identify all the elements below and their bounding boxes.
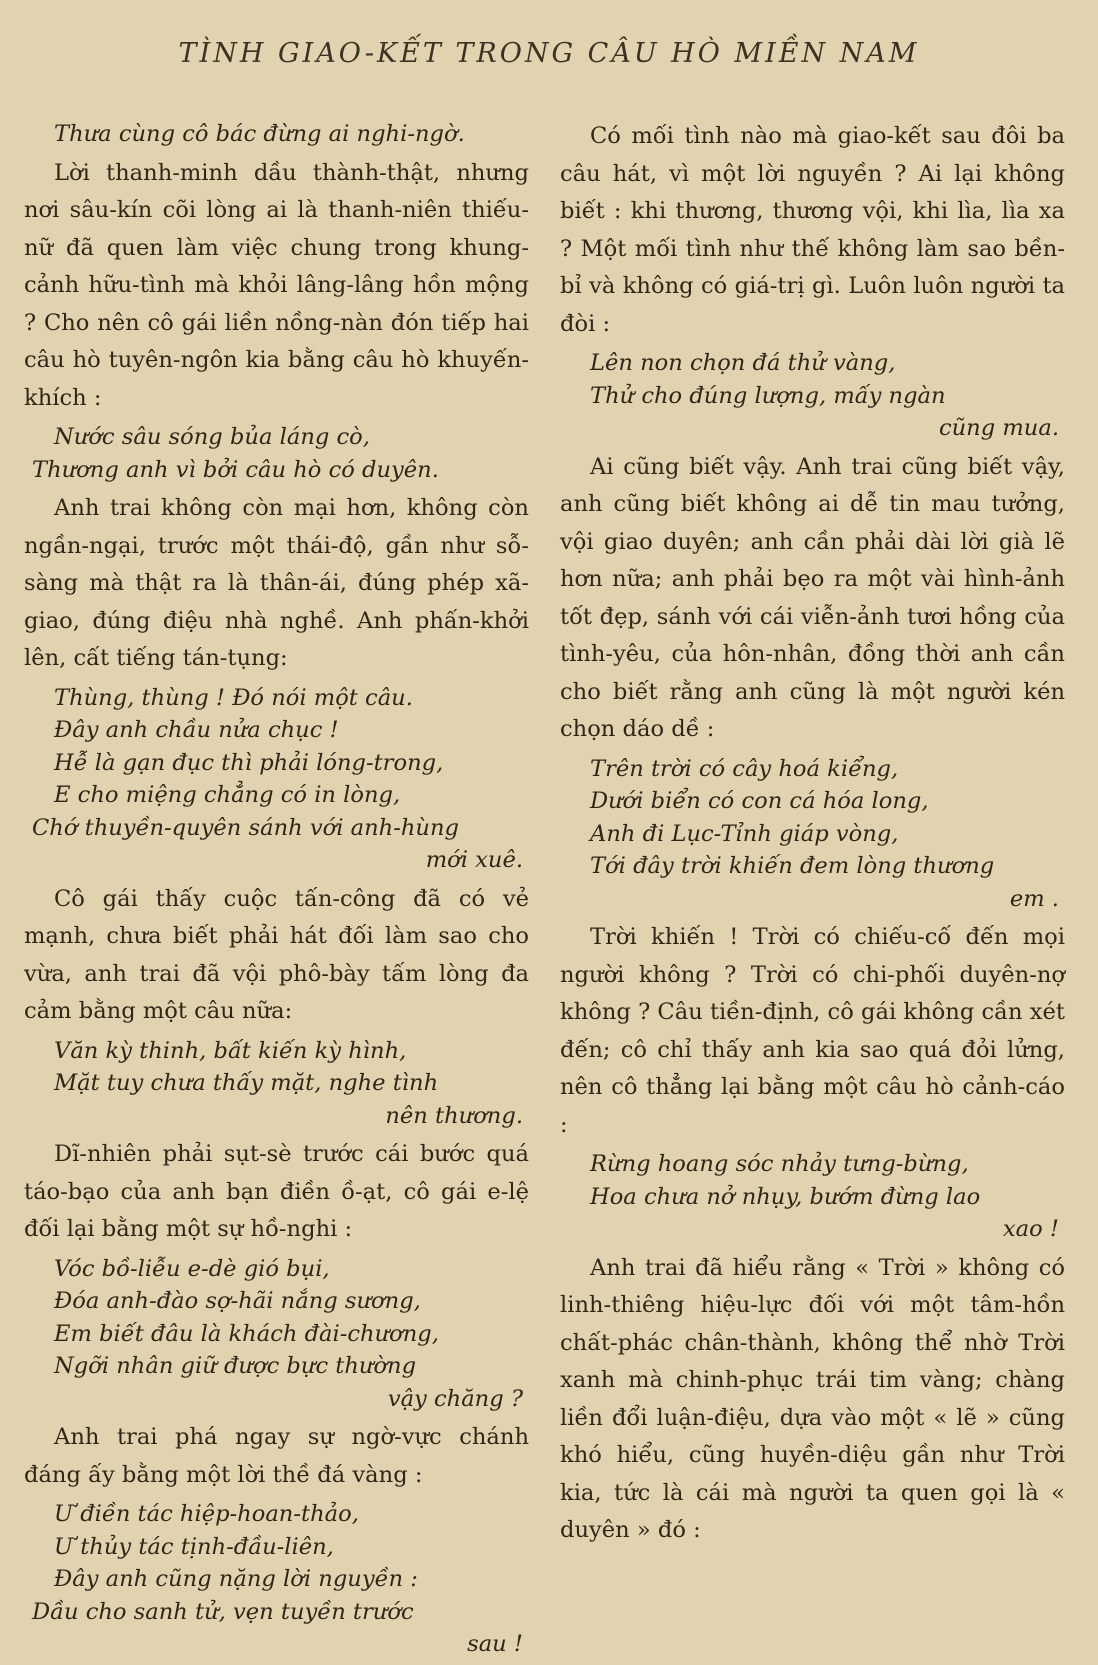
- verse-line: Đây anh cũng nặng lời nguyền :: [54, 1566, 418, 1592]
- paragraph: Cô gái thấy cuộc tấn-công đã có vẻ mạnh, chưa biết phải hát đối làm sao cho vừa, anh trai đã vội phô-bày tấm lòng đa cảm bằng một câu nữa:: [24, 885, 529, 1024]
- verse-line: Ư thủy tác tịnh-đầu-liên,: [54, 1533, 334, 1560]
- verse-line: E cho miệng chẳng có in lòng,: [54, 782, 401, 808]
- verse-line: Đóa anh-đào sợ-hãi nắng sương,: [54, 1288, 421, 1314]
- verse-line: Thử cho đúng lượng, mấy ngàn: [590, 382, 946, 409]
- verse-line: Đây anh chầu nửa chục !: [54, 717, 339, 743]
- paragraph: Ai cũng biết vậy. Anh trai cũng biết vậy, anh cũng biết không ai dễ tin mau tưởng, vội giao duyên; anh cần phải dài lời già lẽ hơn nữa; anh phải bẹo ra một vài hình-ảnh tốt đẹp, sánh với cái viễn-ảnh tươi hồng của tình-yêu, của hôn-nhân, đồng thời anh cần cho biết rằng anh cũng là một người kén chọn dáo dề :: [560, 453, 1065, 742]
- verse-block: [24, 421, 529, 486]
- verse-line: Rừng hoang sóc nhảy tưng-bừng,: [590, 1151, 969, 1177]
- verse-block: [24, 1498, 529, 1661]
- right-column: [560, 118, 1065, 1550]
- verse-line: Hễ là gạn đục thì phải lóng-trong,: [54, 749, 444, 776]
- verse-line: Thưa cùng cô bác đừng ai nghi-ngờ.: [54, 121, 465, 147]
- paragraph: Dĩ-nhiên phải sụt-sè trước cái bước quá táo-bạo của anh bạn điền ồ-ạt, cô gái e-lệ đối lại bằng một sự hồ-nghi :: [24, 1141, 529, 1242]
- paragraph: Có mối tình nào mà giao-kết sau đôi ba câu hát, vì một lời nguyền ? Ai lại không biết : khi thương, thương vội, khi lìa, lìa xa ? Một mối tình như thế không làm sao bền-bỉ và không có giá-trị gì. Luôn luôn người ta đòi :: [560, 123, 1065, 337]
- paragraph: Trời khiến ! Trời có chiếu-cố đến mọi người không ? Trời có chi-phối duyên-nợ không ? Câu tiền-định, cô gái không cần xét đến; cô chỉ thấy anh kia sao quá đỏi lửng, nên cô thẳng lại bằng một câu hò cảnh-cáo :: [560, 924, 1065, 1138]
- verse-line-continuation: sau !: [467, 1631, 523, 1657]
- verse-line: Ư điền tác hiệp-hoan-thảo,: [54, 1501, 359, 1527]
- paragraph: Anh trai đã hiểu rằng « Trời » không có linh-thiêng hiệu-lực đối với một tâm-hồn chất-phác chân-thành, không thể nhờ Trời xanh mà chinh-phục trái tim vàng; chàng liền đổi luận-điệu, dựa vào một « lẽ » cũng khó hiểu, cũng huyền-diệu gần như Trời kia, tức là cái mà người ta quen gọi là « duyên » đó :: [560, 1254, 1065, 1543]
- verse-line: Thùng, thùng ! Đó nói một câu.: [54, 684, 413, 711]
- verse-opening: [24, 118, 529, 151]
- paragraph: Anh trai phá ngay sự ngờ-vực chánh đáng ấy bằng một lời thề đá vàng :: [24, 1424, 529, 1488]
- verse-line: Anh đi Lục-Tỉnh giáp vòng,: [590, 820, 899, 847]
- verse-line: Lên non chọn đá thử vàng,: [590, 350, 896, 376]
- verse-line: Dầu cho sanh tử, vẹn tuyền trước: [32, 1598, 414, 1625]
- verse-line-continuation: nên thương.: [385, 1102, 523, 1129]
- verse-line-continuation: em .: [1009, 885, 1059, 912]
- verse-line: Em biết đâu là khách đài-chương,: [54, 1320, 439, 1347]
- running-header: TÌNH GIAO-KẾT TRONG CÂU HÒ MIỀN NAM: [178, 38, 920, 69]
- verse-line: Ngỡi nhân giữ được bực thường: [54, 1353, 417, 1379]
- verse-line-continuation: cũng mua.: [938, 415, 1059, 441]
- verse-line: Thương anh vì bởi câu hò có duyên.: [32, 456, 439, 483]
- verse-block: [24, 682, 529, 877]
- verse-line: Nước sâu sóng bủa láng cò,: [54, 424, 370, 450]
- verse-block: [560, 347, 1065, 445]
- verse-block: [24, 1035, 529, 1133]
- verse-line-continuation: xao !: [1002, 1216, 1059, 1242]
- paragraph: Lời thanh-minh dầu thành-thật, nhưng nơi sâu-kín cõi lòng ai là thanh-niên thiếu-nữ đã quen làm việc chung trong khung-cảnh hữu-tình mà khỏi lâng-lâng hồn mộng ? Cho nên cô gái liền nồng-nàn đón tiếp hai câu hò tuyên-ngôn kia bằng câu hò khuyến-khích :: [24, 159, 529, 411]
- left-column: [24, 118, 529, 1665]
- verse-block: [24, 1253, 529, 1416]
- verse-line: Mặt tuy chưa thấy mặt, nghe tình: [54, 1070, 439, 1096]
- verse-line: Vóc bồ-liễu e-dè gió bụi,: [54, 1255, 330, 1282]
- verse-block: [560, 1148, 1065, 1246]
- verse-line-continuation: vậy chăng ?: [387, 1385, 523, 1412]
- verse-line: Hoa chưa nở nhụy, bướm đừng lao: [590, 1183, 981, 1210]
- verse-line: Tới đây trời khiến đem lòng thương: [590, 853, 995, 879]
- verse-line: Trên trời có cây hoá kiểng,: [590, 755, 899, 782]
- paragraph: Anh trai không còn mại hơn, không còn ngần-ngại, trước một thái-độ, gần như sỗ-sàng mà thật ra là thân-ái, đúng phép xã-giao, đúng điệu nhà nghề. Anh phấn-khởi lên, cất tiếng tán-tụng:: [24, 495, 529, 671]
- verse-block: [560, 753, 1065, 916]
- verse-line-continuation: mới xuê.: [425, 847, 523, 873]
- verse-line: Dưới biển có con cá hóa long,: [590, 788, 929, 814]
- verse-line: Chớ thuyền-quyên sánh với anh-hùng: [32, 814, 459, 841]
- verse-line: Văn kỳ thinh, bất kiến kỳ hình,: [54, 1037, 407, 1064]
